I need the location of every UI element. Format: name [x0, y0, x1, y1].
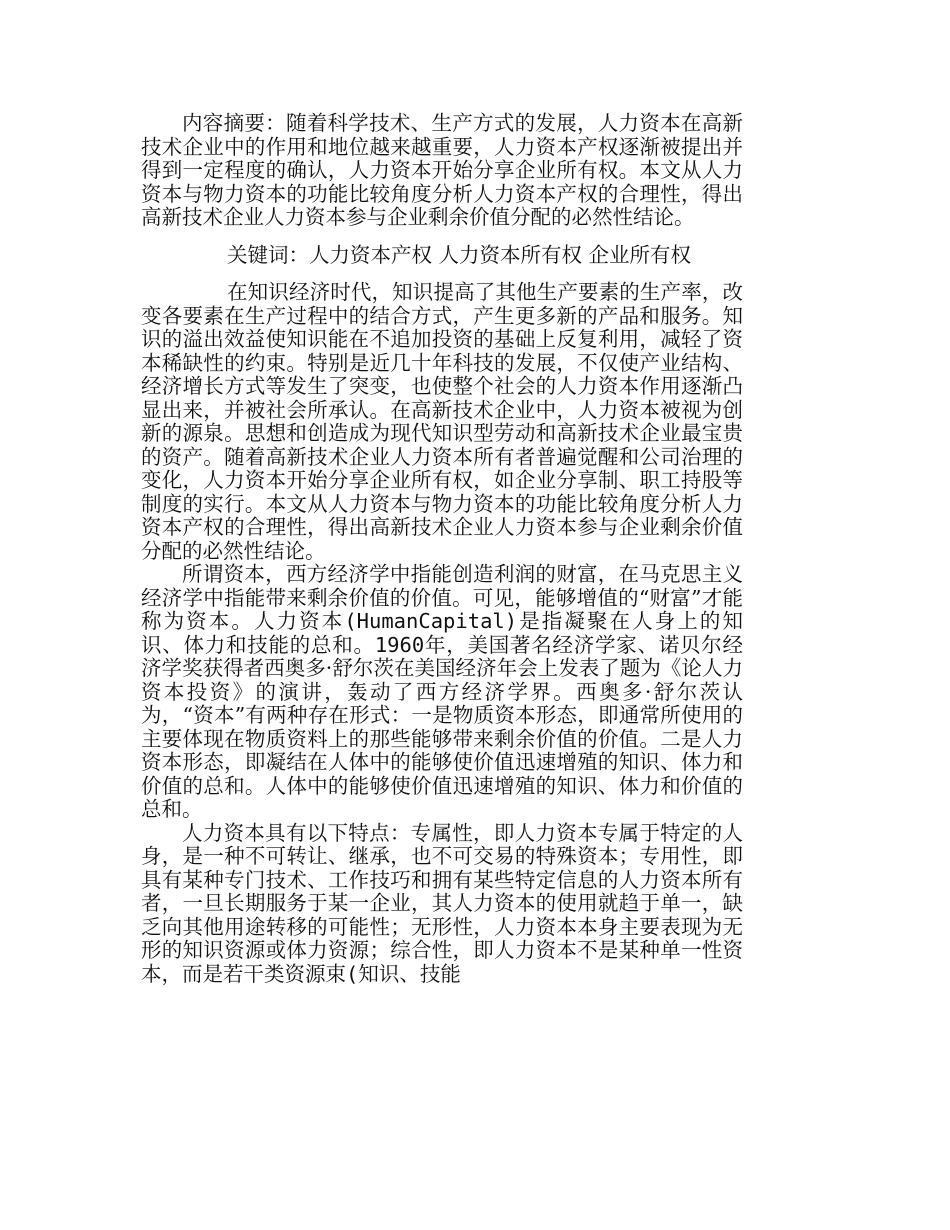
document-body: [141, 112, 743, 986]
features-text-part1: 人力资本具有以下特点：专属性，即人力资本专属于特定的人身，是一种不可转让、继承，也不可交易的特殊资本；专用性，即具有某种专门技术、工作技巧和拥有某些特定信息的人力资本所有者，一旦长期服务于某一企业，其人力资本的使用就趋于单一，缺乏向其他用途转移的可能性；无形性，人力资本本身主要表现为无形的知识资源或体力资源；综合性，即人力资本不是某种单一性资本，而是若干类资源束: [141, 820, 743, 986]
capital-text-part1: 所谓资本，西方经济学中指能创造利润的财富，在马克思主义经济学中指能带来剩余价值的价值。可见，能够增值的“财富”才能称为资本。人力资本: [141, 562, 743, 633]
keywords-line: 关键词：人力资本产权 人力资本所有权 企业所有权: [227, 242, 692, 267]
human-capital-term: (HumanCapital): [344, 609, 518, 633]
capital-definition-paragraph: [141, 563, 743, 822]
features-text-part2: 知识、技能: [358, 961, 461, 986]
abstract-paragraph: 内容摘要：随着科学技术、生产方式的发展，人力资本在高新技术企业中的作用和地位越来越重要，人力资本产权逐渐被提出并得到一定程度的确认，人力资本开始分享企业所有权。本文从人力资本与物力资本的功能比较角度分析人力资本产权的合理性，得出高新技术企业人力资本参与企业剩余价值分配的必然性结论。: [141, 111, 743, 229]
capital-text-part2: 是指凝聚在人身上的知识、体力和技能的总和。: [141, 609, 744, 657]
features-paragraph: [141, 822, 743, 987]
intro-paragraph: 在知识经济时代，知识提高了其他生产要素的生产率，改变各要素在生产过程中的结合方式，产生更多新的产品和服务。知识的溢出效益使知识能在不追加投资的基础上反复利用，减轻了资本稀缺性的约束。特别是近几十年科技的发展，不仅使产业结构、经济增长方式等发生了突变，也使整个社会的人力资本作用逐渐凸显出来，并被社会所承认。在高新技术企业中，人力资本被视为创新的源泉。思想和创造成为现代知识型劳动和高新技术企业最宝贵的资产。随着高新技术企业人力资本所有者普遍觉醒和公司治理的变化，人力资本开始分享企业所有权，如企业分享制、职工持股等制度的实行。本文从人力资本与物力资本的功能比较角度分析人力资本产权的合理性，得出高新技术企业人力资本参与企业剩余价值分配的必然性结论。: [141, 280, 743, 563]
features-paren: (: [346, 961, 359, 986]
capital-year: 1960: [374, 632, 425, 657]
capital-text-part3: 年，美国著名经济学家、诺贝尔经济学奖获得者西奥多·舒尔茨在美国经济年会上发表了题为《论人力资本投资》的演讲，轰动了西方经济学界。西奥多·舒尔茨认为，“资本”有两种存在形式：一是物质资本形态，即通常所使用的主要体现在物质资料上的那些能够带来剩余价值的价值。二是人力资本形态，即凝结在人体中的能够使价值迅速增殖的知识、体力和价值的总和。人体中的能够使价值迅速增殖的知识、体力和价值的总和。: [141, 632, 744, 821]
